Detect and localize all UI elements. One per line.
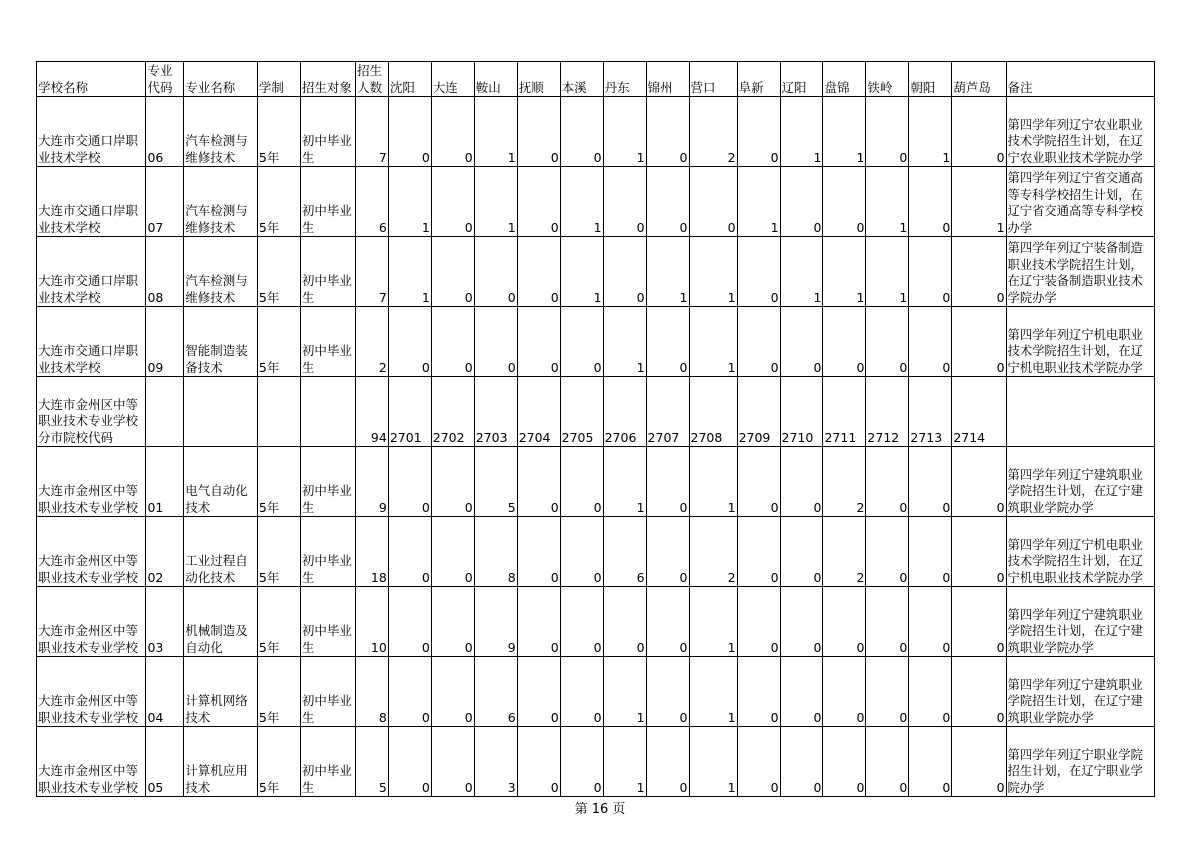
cell-code: 09 [146,307,184,377]
cell-city-quota: 1 [603,97,646,167]
table-row [37,167,1155,237]
cell-city-quota: 0 [780,727,823,797]
cell-city-quota: 0 [560,517,603,587]
cell-remark: 第四学年列辽宁建筑职业学院招生计划，在辽宁建筑职业学院办学 [1006,447,1154,517]
cell-city-quota: 1 [866,237,909,307]
cell-city-quota: 2706 [603,377,646,447]
header-city: 沈阳 [388,62,431,97]
cell-city-quota: 0 [737,97,780,167]
cell-target: 初中毕业生 [300,587,355,657]
cell-code: 01 [146,447,184,517]
cell-city-quota: 0 [737,517,780,587]
cell-city-quota: 0 [866,727,909,797]
enrollment-plan-table [36,61,1155,797]
cell-city-quota: 0 [952,237,1006,307]
header-duration: 学制 [257,62,300,97]
table-row [37,97,1155,167]
header-city: 营口 [689,62,737,97]
cell-city-quota: 1 [646,237,689,307]
cell-count: 9 [356,447,389,517]
cell-city-quota: 2712 [866,377,909,447]
cell-city-quota: 0 [866,307,909,377]
cell-city-quota: 0 [866,657,909,727]
cell-duration: 5年 [257,167,300,237]
cell-major: 智能制造装备技术 [184,307,258,377]
cell-city-quota: 0 [646,727,689,797]
cell-city-quota: 0 [780,657,823,727]
cell-school: 大连市金州区中等职业技术专业学校分市院校代码 [37,377,146,447]
cell-duration: 5年 [257,237,300,307]
cell-city-quota: 1 [560,237,603,307]
cell-target: 初中毕业生 [300,307,355,377]
cell-city-quota: 0 [646,657,689,727]
cell-count: 10 [356,587,389,657]
cell-city-quota: 1 [689,447,737,517]
cell-city-quota: 2710 [780,377,823,447]
cell-code: 04 [146,657,184,727]
cell-major: 工业过程自动化技术 [184,517,258,587]
cell-major: 计算机网络技术 [184,657,258,727]
school-code-row [37,377,1155,447]
cell-school: 大连市金州区中等职业技术专业学校 [37,727,146,797]
cell-remark: 第四学年列辽宁装备制造职业技术学院招生计划，在辽宁装备制造职业技术学院办学 [1006,237,1154,307]
cell-code: 03 [146,587,184,657]
page-number: 第 16 页 [574,802,626,817]
cell-city-quota: 1 [780,237,823,307]
cell-remark: 第四学年列辽宁省交通高等专科学校招生计划，在辽宁省交通高等专科学校办学 [1006,167,1154,237]
cell-major [184,377,258,447]
table-row [37,307,1155,377]
cell-city-quota: 0 [517,727,560,797]
cell-remark: 第四学年列辽宁农业职业技术学院招生计划，在辽宁农业职业技术学院办学 [1006,97,1154,167]
cell-city-quota: 0 [560,307,603,377]
cell-city-quota: 0 [646,97,689,167]
cell-city-quota: 1 [388,167,431,237]
cell-city-quota: 0 [517,167,560,237]
cell-school: 大连市交通口岸职业技术学校 [37,307,146,377]
cell-city-quota: 0 [909,517,952,587]
cell-target: 初中毕业生 [300,237,355,307]
cell-city-quota: 0 [431,307,474,377]
cell-city-quota: 0 [780,447,823,517]
cell-city-quota: 0 [780,167,823,237]
cell-city-quota: 0 [517,517,560,587]
cell-city-quota: 0 [952,517,1006,587]
cell-city-quota: 0 [909,447,952,517]
cell-city-quota: 1 [952,167,1006,237]
cell-major: 汽车检测与维修技术 [184,237,258,307]
cell-city-quota: 2702 [431,377,474,447]
cell-major: 汽车检测与维修技术 [184,97,258,167]
cell-count: 5 [356,727,389,797]
cell-city-quota: 0 [431,517,474,587]
cell-city-quota: 0 [646,587,689,657]
cell-city-quota: 2713 [909,377,952,447]
cell-city-quota: 1 [909,97,952,167]
cell-target: 初中毕业生 [300,657,355,727]
cell-city-quota: 2 [823,447,866,517]
cell-city-quota: 0 [517,587,560,657]
cell-city-quota: 0 [952,657,1006,727]
cell-major: 计算机应用技术 [184,727,258,797]
header-city: 抚顺 [517,62,560,97]
cell-city-quota: 1 [823,237,866,307]
cell-city-quota: 1 [603,727,646,797]
cell-city-quota: 2714 [952,377,1006,447]
cell-duration: 5年 [257,447,300,517]
cell-city-quota: 1 [689,657,737,727]
cell-city-quota: 0 [388,97,431,167]
cell-city-quota: 0 [866,447,909,517]
cell-city-quota: 0 [388,587,431,657]
cell-city-quota: 1 [689,727,737,797]
cell-city-quota: 1 [689,237,737,307]
cell-city-quota: 0 [737,237,780,307]
cell-city-quota: 0 [866,517,909,587]
cell-duration: 5年 [257,97,300,167]
header-major: 专业名称 [184,62,258,97]
cell-code: 07 [146,167,184,237]
cell-city-quota: 0 [388,657,431,727]
cell-city-quota: 1 [823,97,866,167]
cell-city-quota: 0 [780,307,823,377]
cell-city-quota: 0 [560,727,603,797]
cell-city-quota: 1 [388,237,431,307]
cell-major: 机械制造及自动化 [184,587,258,657]
cell-code: 08 [146,237,184,307]
cell-duration: 5年 [257,307,300,377]
cell-city-quota: 8 [474,517,517,587]
cell-code: 02 [146,517,184,587]
cell-city-quota: 0 [646,447,689,517]
cell-city-quota: 0 [952,307,1006,377]
cell-city-quota: 0 [866,97,909,167]
cell-city-quota: 0 [560,447,603,517]
cell-city-quota: 0 [646,517,689,587]
cell-count: 8 [356,657,389,727]
cell-city-quota: 0 [952,587,1006,657]
cell-city-quota: 2701 [388,377,431,447]
header-count: 招生人数 [356,62,389,97]
cell-target: 初中毕业生 [300,727,355,797]
cell-city-quota: 0 [646,167,689,237]
cell-city-quota: 0 [909,167,952,237]
header-city: 铁岭 [866,62,909,97]
header-remark: 备注 [1006,62,1154,97]
cell-remark: 第四学年列辽宁职业学院招生计划，在辽宁职业学院办学 [1006,727,1154,797]
cell-city-quota: 1 [689,587,737,657]
cell-city-quota: 1 [737,167,780,237]
cell-city-quota: 1 [603,447,646,517]
header-city: 鞍山 [474,62,517,97]
cell-city-quota: 1 [560,167,603,237]
cell-city-quota: 0 [823,167,866,237]
header-school: 学校名称 [37,62,146,97]
header-city: 辽阳 [780,62,823,97]
cell-major: 电气自动化技术 [184,447,258,517]
cell-city-quota: 6 [474,657,517,727]
cell-city-quota: 0 [909,587,952,657]
cell-count: 2 [356,307,389,377]
cell-school: 大连市金州区中等职业技术专业学校 [37,587,146,657]
cell-city-quota: 1 [866,167,909,237]
cell-city-quota: 0 [646,307,689,377]
cell-city-quota: 0 [431,587,474,657]
cell-city-quota: 0 [431,727,474,797]
cell-city-quota: 0 [388,307,431,377]
header-city: 葫芦岛 [952,62,1006,97]
cell-city-quota: 1 [603,657,646,727]
cell-target: 初中毕业生 [300,167,355,237]
cell-city-quota: 1 [474,167,517,237]
cell-remark: 第四学年列辽宁建筑职业学院招生计划，在辽宁建筑职业学院办学 [1006,587,1154,657]
cell-city-quota: 0 [560,97,603,167]
cell-city-quota: 0 [737,447,780,517]
cell-remark: 第四学年列辽宁建筑职业学院招生计划，在辽宁建筑职业学院办学 [1006,657,1154,727]
cell-city-quota: 1 [603,307,646,377]
cell-city-quota: 0 [952,727,1006,797]
cell-city-quota: 0 [737,587,780,657]
cell-city-quota: 5 [474,447,517,517]
cell-city-quota: 0 [866,587,909,657]
cell-city-quota: 0 [431,447,474,517]
header-city: 锦州 [646,62,689,97]
cell-city-quota: 2 [689,97,737,167]
cell-city-quota: 0 [431,237,474,307]
cell-duration: 5年 [257,657,300,727]
cell-city-quota: 0 [823,727,866,797]
cell-target [300,377,355,447]
cell-city-quota: 1 [780,97,823,167]
cell-city-quota: 6 [603,517,646,587]
cell-code [146,377,184,447]
table-row [37,657,1155,727]
cell-school: 大连市金州区中等职业技术专业学校 [37,657,146,727]
cell-city-quota: 0 [603,587,646,657]
cell-remark [1006,377,1154,447]
cell-count: 18 [356,517,389,587]
cell-city-quota: 3 [474,727,517,797]
cell-city-quota: 0 [909,657,952,727]
cell-city-quota: 1 [474,97,517,167]
cell-city-quota: 2705 [560,377,603,447]
cell-city-quota: 0 [780,587,823,657]
cell-city-quota: 0 [517,97,560,167]
cell-city-quota: 0 [431,97,474,167]
cell-count: 7 [356,237,389,307]
cell-city-quota: 0 [431,657,474,727]
header-city: 盘锦 [823,62,866,97]
cell-city-quota: 2704 [517,377,560,447]
cell-major: 汽车检测与维修技术 [184,167,258,237]
cell-city-quota: 0 [431,167,474,237]
cell-city-quota: 0 [603,167,646,237]
cell-city-quota: 0 [388,517,431,587]
cell-city-quota: 0 [737,657,780,727]
cell-city-quota: 0 [737,307,780,377]
cell-city-quota: 0 [603,237,646,307]
cell-city-quota: 0 [517,307,560,377]
cell-city-quota: 0 [780,517,823,587]
cell-city-quota: 2703 [474,377,517,447]
header-row [37,62,1155,97]
cell-city-quota: 1 [689,307,737,377]
cell-remark: 第四学年列辽宁机电职业技术学院招生计划，在辽宁机电职业技术学院办学 [1006,517,1154,587]
cell-city-quota: 0 [689,167,737,237]
cell-school: 大连市金州区中等职业技术专业学校 [37,517,146,587]
cell-duration: 5年 [257,517,300,587]
cell-city-quota: 0 [952,97,1006,167]
cell-target: 初中毕业生 [300,447,355,517]
cell-count: 7 [356,97,389,167]
table-row [37,727,1155,797]
header-city: 朝阳 [909,62,952,97]
cell-city-quota: 0 [909,727,952,797]
cell-city-quota: 0 [823,587,866,657]
cell-city-quota: 0 [388,727,431,797]
table-body [37,97,1155,797]
cell-school: 大连市交通口岸职业技术学校 [37,237,146,307]
cell-city-quota: 0 [388,447,431,517]
cell-city-quota: 2 [689,517,737,587]
cell-duration: 5年 [257,727,300,797]
table-row [37,447,1155,517]
cell-count: 94 [356,377,389,447]
header-city: 丹东 [603,62,646,97]
cell-school: 大连市交通口岸职业技术学校 [37,167,146,237]
cell-city-quota: 9 [474,587,517,657]
cell-city-quota: 0 [823,307,866,377]
cell-code: 06 [146,97,184,167]
cell-city-quota: 0 [560,587,603,657]
cell-city-quota: 0 [474,307,517,377]
table-row [37,517,1155,587]
cell-city-quota: 2709 [737,377,780,447]
header-city: 阜新 [737,62,780,97]
header-city: 大连 [431,62,474,97]
cell-city-quota: 2711 [823,377,866,447]
cell-code: 05 [146,727,184,797]
cell-remark: 第四学年列辽宁机电职业技术学院招生计划，在辽宁机电职业技术学院办学 [1006,307,1154,377]
table-row [37,237,1155,307]
header-target: 招生对象 [300,62,355,97]
header-city: 本溪 [560,62,603,97]
cell-school: 大连市交通口岸职业技术学校 [37,97,146,167]
cell-duration [257,377,300,447]
cell-city-quota: 2707 [646,377,689,447]
cell-count: 6 [356,167,389,237]
cell-city-quota: 2 [823,517,866,587]
cell-city-quota: 0 [517,237,560,307]
cell-city-quota: 0 [909,237,952,307]
cell-city-quota: 0 [517,447,560,517]
cell-city-quota: 0 [737,727,780,797]
cell-target: 初中毕业生 [300,97,355,167]
cell-duration: 5年 [257,587,300,657]
cell-city-quota: 0 [517,657,560,727]
cell-city-quota: 0 [560,657,603,727]
cell-target: 初中毕业生 [300,517,355,587]
cell-city-quota: 2708 [689,377,737,447]
cell-city-quota: 0 [474,237,517,307]
header-code: 专业代码 [146,62,184,97]
cell-city-quota: 0 [952,447,1006,517]
cell-school: 大连市金州区中等职业技术专业学校 [37,447,146,517]
table-row [37,587,1155,657]
cell-city-quota: 0 [823,657,866,727]
cell-city-quota: 0 [909,307,952,377]
